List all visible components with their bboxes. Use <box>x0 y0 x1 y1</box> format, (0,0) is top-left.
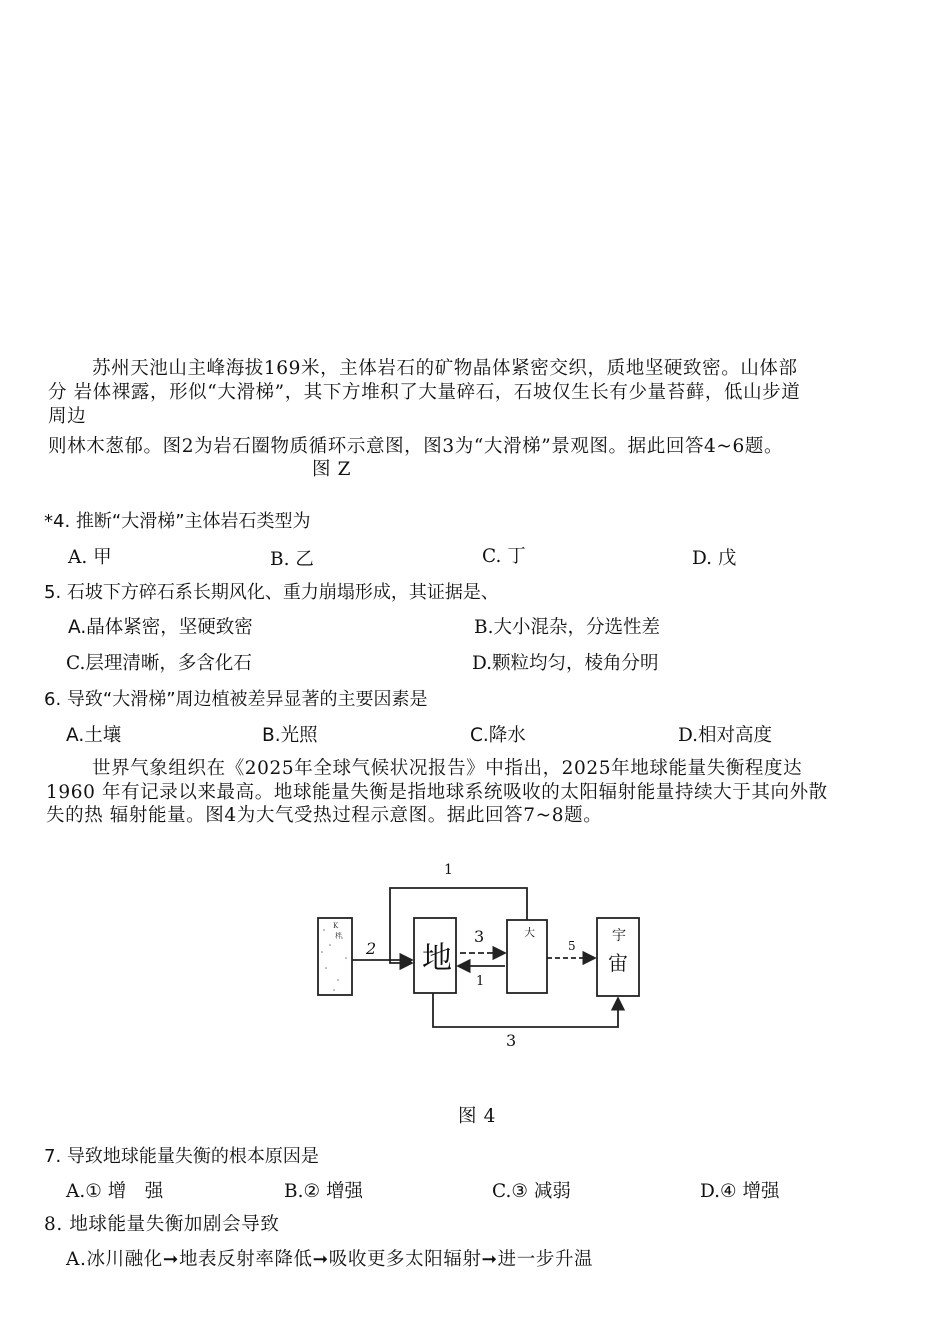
passage1-line4: 则林木葱郁。图2为岩石圈物质循环示意图，图3为“大滑梯”景观图。据此回答4~6题。 <box>48 436 784 457</box>
passage2-line2: 1960 年有记录以来最高。地球能量失衡是指地球系统吸收的太阳辐射能量持续大于其向外散 <box>46 782 828 803</box>
question-5-option-a <box>68 613 253 639</box>
earth-label: 地 <box>422 941 452 976</box>
question-6-stem: 6. 导致“大滑梯”周边植被差异显著的主要因素是 <box>44 689 428 710</box>
label-bottom-3: 3 <box>506 1031 517 1050</box>
figure-4-caption: 图 4 <box>458 1106 496 1127</box>
label-left-2: 2 <box>366 939 377 958</box>
question-6-option-d: D.相对高度 <box>678 725 773 746</box>
question-8-option-a: A.冰川融化➞地表反射率降低➞吸收更多太阳辐射➞进一步升温 <box>66 1249 594 1270</box>
passage1-line3: 周边 <box>48 406 87 427</box>
sun-box-text-1: K <box>333 922 339 930</box>
passage2-line1: 世界气象组织在《2025年全球气候状况报告》中指出，2025年地球能量失衡程度达 <box>92 758 803 779</box>
question-5-stem: 5. 石坡下方碎石系长期风化、重力崩塌形成，其证据是、 <box>44 582 499 603</box>
question-8-stem: 8. 地球能量失衡加剧会导致 <box>44 1214 280 1235</box>
label-atm-to-space-5: 5 <box>568 939 576 953</box>
space-label-2: 宙 <box>608 951 628 975</box>
question-5-option-b: B.大小混杂，分选性差 <box>474 617 660 638</box>
question-7-option-c: C.③ 减弱 <box>492 1181 571 1202</box>
question-6-option-b: B.光照 <box>262 725 318 746</box>
question-4-option-d: D. 戊 <box>692 548 737 569</box>
question-4-option-a: A. 甲 <box>68 547 112 568</box>
question-5-option-a-text: 坚硬致密 <box>178 617 253 638</box>
question-5-option-c: C.层理清晰，多含化石 <box>66 653 252 674</box>
question-4-stem: *4. 推断“大滑梯”主体岩石类型为 <box>44 511 311 532</box>
question-6-option-c: C.降水 <box>470 725 526 746</box>
question-7-option-d: D.④ 增强 <box>700 1181 780 1202</box>
question-6-option-a: A.土壤 <box>66 725 122 746</box>
figure-z-caption: 图 Z <box>312 459 352 480</box>
label-top-1: 1 <box>444 862 453 878</box>
passage1-line2: 分 岩体裸露，形似“大滑梯”，其下方堆积了大量碎石，石坡仅生长有少量苔藓，低山步道 <box>48 382 801 403</box>
passage2-line3: 失的热 辐射能量。图4为大气受热过程示意图。据此回答7~8题。 <box>46 805 603 826</box>
question-4-option-b: B. 乙 <box>270 549 314 570</box>
figure-4-diagram <box>300 850 650 1050</box>
question-7-stem: 7. 导致地球能量失衡的根本原因是 <box>44 1146 319 1167</box>
sun-box-text-2: 柈 <box>335 932 342 940</box>
question-5-option-a-label: A.晶体紧密， <box>68 617 179 638</box>
arrow-3-bottom <box>433 993 618 1027</box>
atmosphere-label: 大 <box>524 926 535 939</box>
question-7-option-b: B.② 增强 <box>284 1181 363 1202</box>
passage1-line1: 苏州天池山主峰海拔169米，主体岩石的矿物晶体紧密交织，质地坚硬致密。山体部 <box>92 358 798 379</box>
label-earth-to-atm-3: 3 <box>474 927 485 946</box>
question-5-option-d: D.颗粒均匀，棱角分明 <box>472 653 659 674</box>
space-label-1: 宇 <box>612 928 626 944</box>
label-atm-to-earth-1: 1 <box>476 974 485 989</box>
question-4-option-c: C. 丁 <box>482 546 526 567</box>
question-7-option-a: A.① 增 强 <box>66 1181 164 1202</box>
